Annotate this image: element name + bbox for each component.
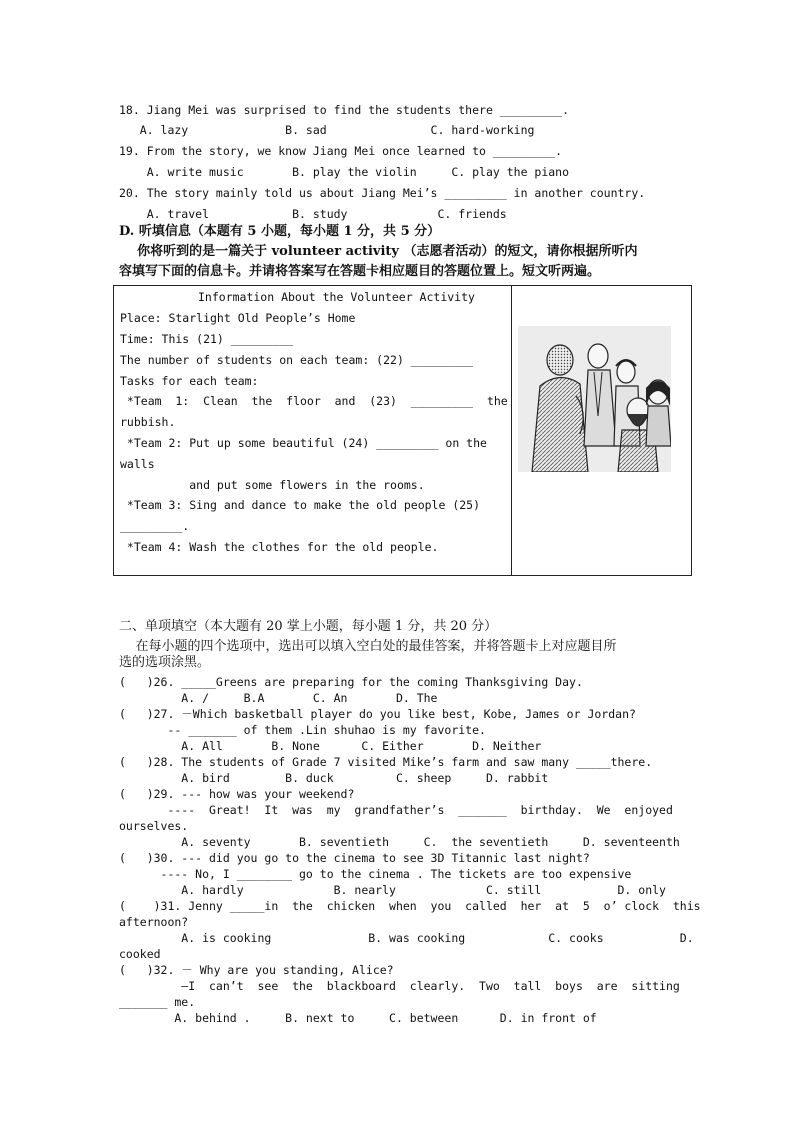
mc-line: A. seventy B. seventieth C. the seventieth D. seventeenth	[119, 835, 680, 849]
section-d-instruction-2: 容填写下面的信息卡。并请将答案写在答题卡相应题目的答题位置上。短文听两遍。	[119, 264, 601, 279]
question-19: 19. From the story, we know Jiang Mei once learned to _________.	[119, 144, 563, 158]
mc-line: ( )30. --- did you go to the cinema to see 3D Titannic last night?	[119, 851, 590, 865]
info-line-team1: *Team 1: Clean the floor and (23) _________ the	[120, 394, 508, 408]
table-divider	[511, 286, 512, 575]
info-line-tasks: Tasks for each team:	[120, 374, 259, 388]
question-20-options: A. travel B. study C. friends	[119, 207, 507, 221]
section-2-instruction-1: 在每小题的四个选项中，选出可以填入空白处的最佳答案，并将答题卡上对应题目所	[119, 639, 617, 654]
mc-line: _______ me.	[119, 995, 196, 1009]
info-line-students: The number of students on each team: (22) _________	[120, 353, 474, 367]
volunteers-illustration	[518, 326, 671, 472]
mc-line: —I can’t see the blackboard clearly. Two tall boys are sitting	[119, 979, 680, 993]
info-line-team3: *Team 3: Sing and dance to make the old people (25)	[120, 498, 481, 512]
info-line-team2-cont: walls	[120, 457, 155, 471]
question-18-options: A. lazy B. sad C. hard-working	[119, 123, 535, 137]
mc-line: A. / B.A C. An D. The	[119, 691, 438, 705]
mc-line: -- _______ of them .Lin shuhao is my favorite.	[119, 723, 486, 737]
mc-line: A. is cooking B. was cooking C. cooks D.	[119, 931, 694, 945]
info-line-team3-cont: _________.	[120, 519, 190, 533]
mc-line: afternoon?	[119, 915, 189, 929]
mc-line: A. hardly B. nearly C. still D. only	[119, 883, 666, 897]
mc-line: ---- No, I ________ go to the cinema . The tickets are too expensive	[119, 867, 632, 881]
info-line-team2-cont2: and put some flowers in the rooms.	[120, 478, 425, 492]
mc-line: A. All B. None C. Either D. Neither	[119, 739, 542, 753]
question-19-options: A. write music B. play the violin C. play the piano	[119, 165, 570, 179]
info-line-team2: *Team 2: Put up some beautiful (24) _________ on the	[120, 436, 487, 450]
info-card-table	[113, 285, 692, 576]
mc-line: ourselves.	[119, 819, 189, 833]
section-2-instruction-2: 选的选项涂黑。	[119, 655, 211, 670]
mc-line: A. behind . B. next to C. between D. in front of	[119, 1011, 597, 1025]
section-2-title: 二、单项填空（本大题有 20 掌上小题，每小题 1 分，共 20 分）	[119, 619, 498, 634]
mc-line: ( )28. The students of Grade 7 visited Mike’s farm and saw many _____there.	[119, 755, 653, 769]
mc-line: ( )32. － Why are you standing, Alice?	[119, 963, 394, 977]
info-line-place: Place: Starlight Old People’s Home	[120, 311, 356, 325]
info-card-title: Information About the Volunteer Activity	[198, 290, 475, 304]
mc-line: ---- Great! It was my grandfather’s _______ birthday. We enjoyed	[119, 803, 673, 817]
info-line-team1-cont: rubbish.	[120, 415, 176, 429]
question-20: 20. The story mainly told us about Jiang Mei’s _________ in another country.	[119, 186, 646, 200]
mc-line: ( )31. Jenny _____in the chicken when you called her at 5 o’ clock this	[119, 899, 701, 913]
section-d-instruction-1: 你将听到的是一篇关于 volunteer activity （志愿者活动）的短文，请你根据所听内	[119, 244, 638, 259]
section-d-title: D. 听填信息（本题有 5 小题，每小题 1 分，共 5 分）	[119, 224, 441, 239]
mc-line: A. bird B. duck C. sheep D. rabbit	[119, 771, 549, 785]
info-line-team4: *Team 4: Wash the clothes for the old people.	[120, 540, 439, 554]
mc-line: ( )26. _____Greens are preparing for the coming Thanksgiving Day.	[119, 675, 583, 689]
mc-line: cooked	[119, 947, 161, 961]
question-18: 18. Jiang Mei was surprised to find the students there _________.	[119, 103, 570, 117]
mc-line: ( )27. －Which basketball player do you like best, Kobe, James or Jordan?	[119, 707, 636, 721]
info-line-time: Time: This (21) _________	[120, 332, 294, 346]
mc-line: ( )29. --- how was your weekend?	[119, 787, 355, 801]
